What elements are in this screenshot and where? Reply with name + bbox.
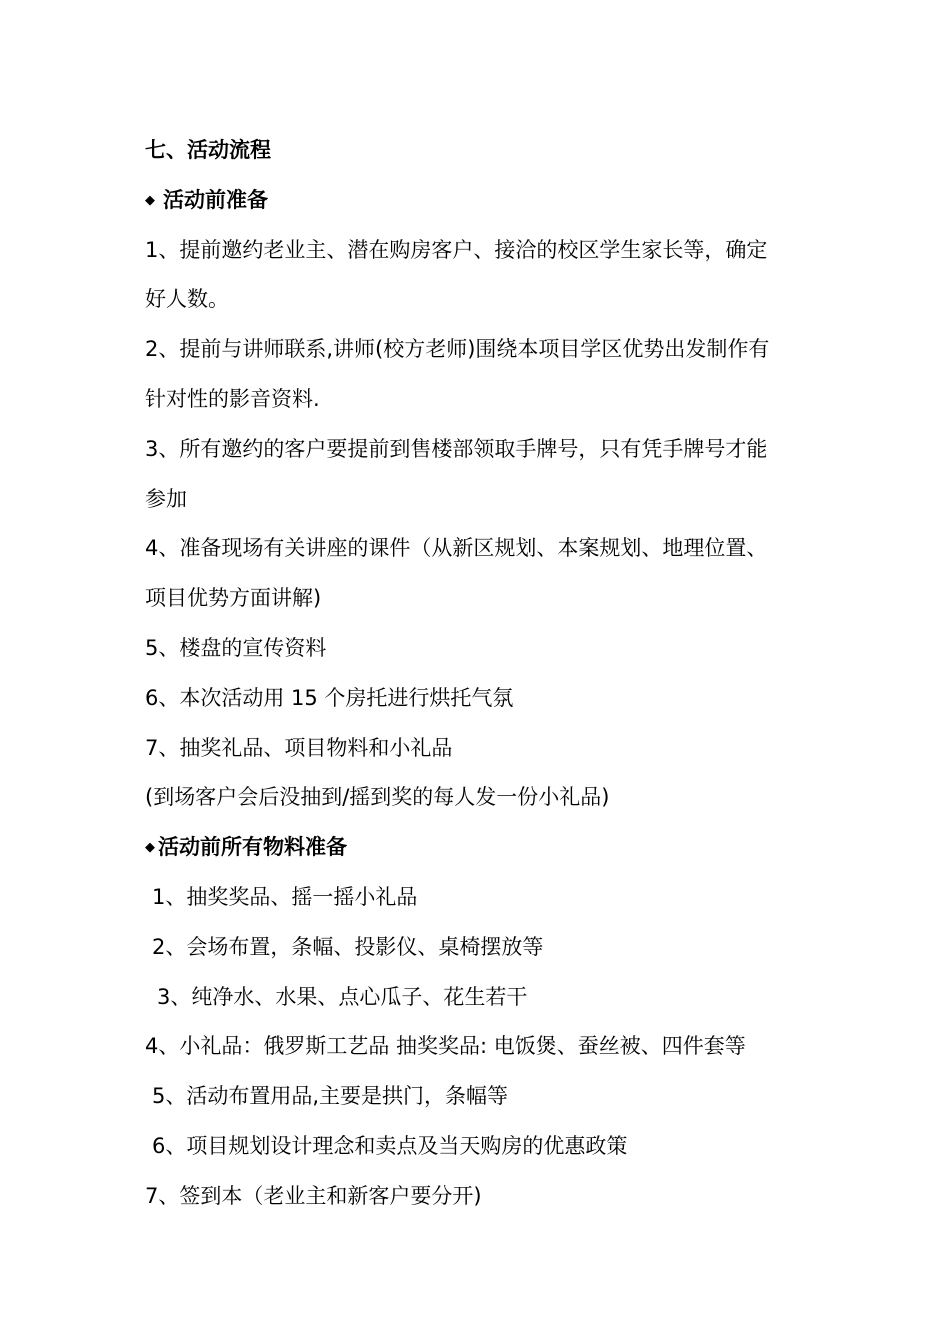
materials-line-2: 2、会场布置，条幅、投影仪、桌椅摆放等	[152, 934, 544, 959]
materials-line-3: 3、纯净水、水果、点心瓜子、花生若干	[157, 984, 528, 1009]
prep-line-6: 6、本次活动用 15 个房托进行烘托气氛	[145, 685, 514, 710]
prep-line-5: 5、楼盘的宣传资料	[145, 635, 327, 660]
section-heading-text: 活动前准备	[163, 187, 268, 212]
materials-line-6: 6、项目规划设计理念和卖点及当天购房的优惠政策	[152, 1133, 628, 1158]
section-heading-materials	[145, 823, 817, 873]
prep-line-7: 7、抽奖礼品、项目物料和小礼品	[145, 735, 453, 760]
section-heading-prep	[145, 176, 817, 226]
prep-line-4: 4、准备现场有关讲座的课件（从新区规划、本案规划、地理位置、	[145, 536, 768, 561]
prep-line-3-cont: 参加	[145, 486, 187, 511]
section-title: 七、活动流程	[145, 138, 271, 162]
prep-line-2-cont: 针对性的影音资料.	[145, 386, 320, 411]
diamond-bullet-icon: ◆	[145, 840, 155, 856]
materials-line-7: 7、签到本（老业主和新客户要分开)	[145, 1183, 482, 1208]
section-heading-text: 活动前所有物料准备	[158, 835, 347, 860]
document-body	[145, 126, 817, 1222]
prep-line-2: 2、提前与讲师联系,讲师(校方老师)围绕本项目学区优势出发制作有	[145, 337, 770, 362]
materials-line-4: 4、小礼品：俄罗斯工艺品 抽奖奖品: 电饭煲、蚕丝被、四件套等	[145, 1034, 746, 1059]
materials-line-1: 1、抽奖奖品、摇一摇小礼品	[152, 884, 418, 909]
prep-line-4-cont: 项目优势方面讲解)	[145, 586, 322, 611]
prep-line-3: 3、所有邀约的客户要提前到售楼部领取手牌号，只有凭手牌号才能	[145, 436, 768, 461]
prep-note: (到场客户会后没抽到/摇到奖的每人发一份小礼品)	[145, 785, 610, 810]
materials-line-5: 5、活动布置用品,主要是拱门，条幅等	[152, 1084, 509, 1109]
diamond-bullet-icon: ◆	[145, 192, 155, 208]
prep-line-1-cont: 好人数。	[145, 287, 229, 312]
prep-line-1: 1、提前邀约老业主、潜在购房客户、接洽的校区学生家长等，确定	[145, 237, 768, 262]
